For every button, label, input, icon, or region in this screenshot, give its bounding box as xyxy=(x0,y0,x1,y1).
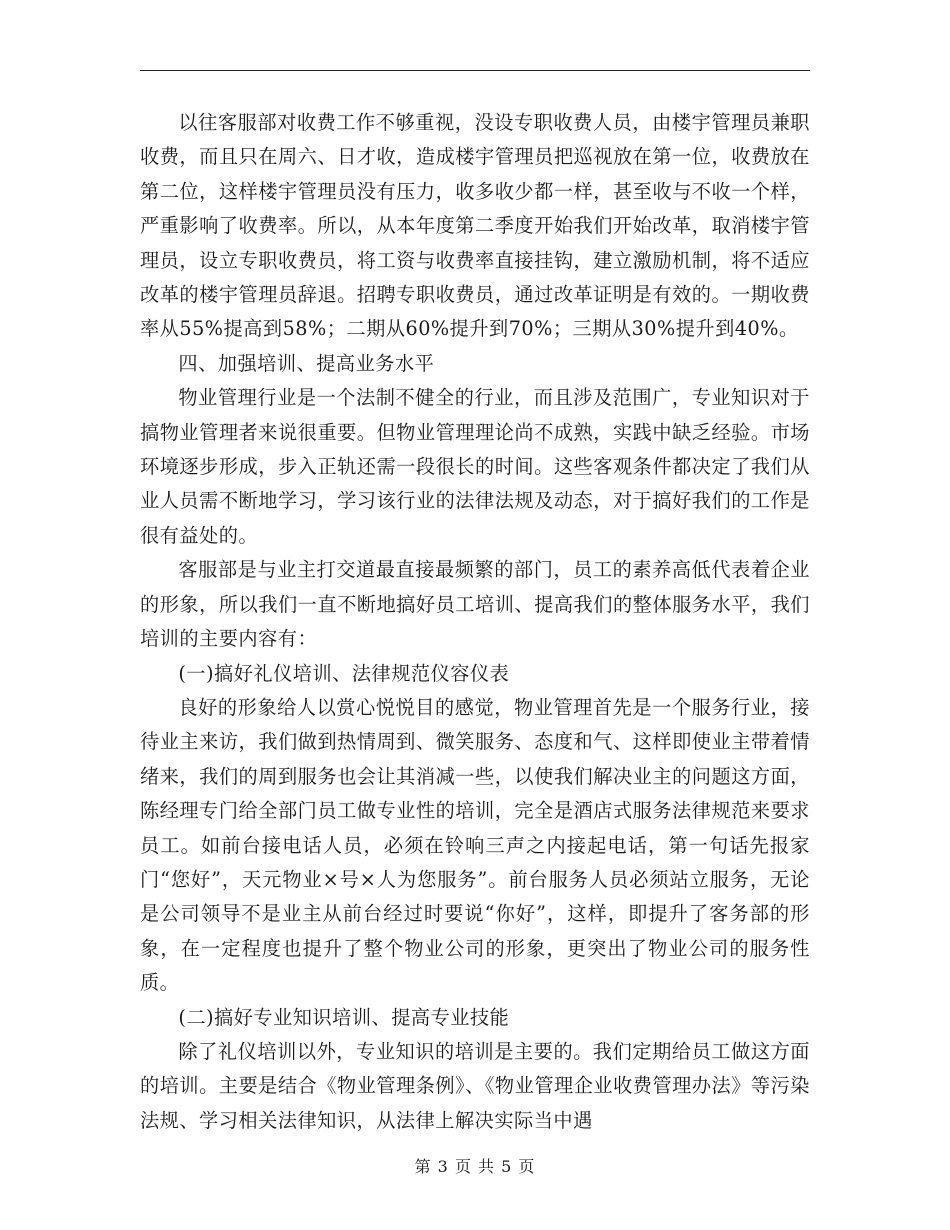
document-body xyxy=(140,106,810,1138)
section-heading-training: 四、加强培训、提高业务水平 xyxy=(178,351,435,375)
header-rule xyxy=(140,70,810,71)
paragraph-etiquette: 良好的形象给人以赏心悦悦目的感觉，物业管理首先是一个服务行业，接待业主来访，我们做到热情周到、微笑服务、态度和气、这样即使业主带着情绪来，我们的周到服务也会让其消减一些，以使我们解决业主的问题这方面，陈经理专门给全部门员工做专业性的培训，完全是酒店式服务法律规范来要求员工。如前台接电话人员，必须在铃响三声之内接起电话，第一句话先报家门“您好”，天元物业×号×人为您服务”。前台服务人员必须站立服务，无论是公司领导不是业主从前台经过时要说“你好”，这样，即提升了客务部的形象，在一定程度也提升了整个物业公司的形象，更突出了物业公司的服务性质。 xyxy=(140,695,810,995)
paragraph-professional: 除了礼仪培训以外，专业知识的培训是主要的。我们定期给员工做这方面的培训。主要是结合《物业管理条例》、《物业管理企业收费管理办法》等污染法规、学习相关法律知识，从法律上解决实际当中遇 xyxy=(140,1039,810,1132)
paragraph-fee-reform: 以往客服部对收费工作不够重视，没设专职收费人员，由楼宇管理员兼职收费，而且只在周六、日才收，造成楼宇管理员把巡视放在第一位，收费放在第二位，这样楼宇管理员没有压力，收多收少都一样，甚至收与不收一个样，严重影响了收费率。所以，从本年度第二季度开始我们开始改革，取消楼宇管理员，设立专职收费员，将工资与收费率直接挂钩，建立激励机制，将不适应改革的楼宇管理员辞退。招聘专职收费员，通过改革证明是有效的。一期收费率从55%提高到58%；二期从60%提升到70%；三期从30%提升到40%。 xyxy=(140,111,810,341)
page-number: 第 3 页 共 5 页 xyxy=(414,1157,536,1176)
subheading-etiquette-training: (一)搞好礼仪培训、法律规范仪容仪表 xyxy=(178,661,510,685)
paragraph-industry-knowledge: 物业管理行业是一个法制不健全的行业，而且涉及范围广，专业知识对于搞物业管理者来说很重要。但物业管理理论尚不成熟，实践中缺乏经验。市场环境逐步形成，步入正轨还需一段很长的时间。这些客观条件都决定了我们从业人员需不断地学习，学习该行业的法律法规及动态，对于搞好我们的工作是很有益处的。 xyxy=(140,386,810,547)
paragraph-customer-service: 客服部是与业主打交道最直接最频繁的部门，员工的素养高低代表着企业的形象，所以我们一直不断地搞好员工培训、提高我们的整体服务水平，我们培训的主要内容有： xyxy=(140,558,810,651)
subheading-professional-training: (二)搞好专业知识培训、提高专业技能 xyxy=(178,1005,510,1029)
